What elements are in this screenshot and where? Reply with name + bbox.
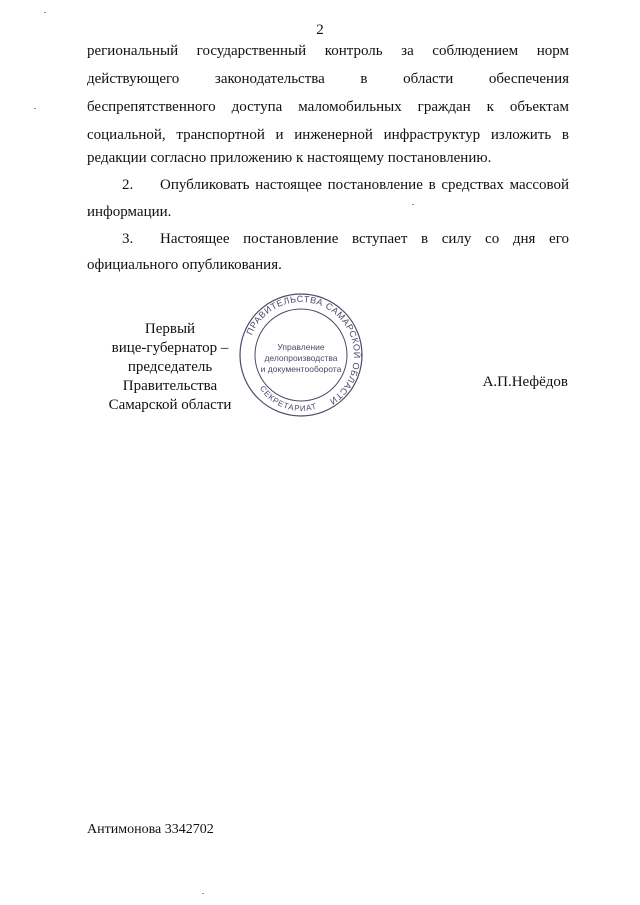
- signer-name: А.П.Нефёдов: [482, 374, 568, 390]
- page-number: 2: [316, 22, 324, 38]
- list-item-2-continuation: информации.: [87, 204, 172, 220]
- scan-speck: [34, 108, 36, 109]
- position-line: вице-губернатор –: [111, 340, 229, 356]
- seal-inner-line: делопроизводства: [264, 353, 338, 363]
- list-item-number: 2.: [122, 177, 134, 193]
- paragraph-line: социальной, транспортной и инженерной инфраструктур изложить в: [87, 127, 569, 143]
- list-item-number: 3.: [122, 231, 134, 247]
- paragraph-line: редакции согласно приложению к настоящему постановлению.: [87, 150, 492, 166]
- list-item-text: Опубликовать настоящее постановление в средствах массовой: [160, 177, 569, 193]
- scan-speck: [202, 893, 204, 894]
- scan-speck: [44, 12, 46, 13]
- scan-speck: [412, 204, 414, 205]
- signature-position: [80, 320, 260, 415]
- paragraph-line: региональный государственный контроль за соблюдением норм: [87, 43, 569, 59]
- list-item-3-continuation: официального опубликования.: [87, 257, 282, 273]
- seal-outer-text: ПРАВИТЕЛЬСТВА САМАРСКОЙ ОБЛАСТИ: [244, 293, 363, 407]
- official-seal-stamp: [238, 292, 364, 418]
- list-item-2-line: [87, 176, 569, 194]
- seal-inner-line: и документооборота: [260, 364, 342, 374]
- position-line: Первый: [144, 321, 196, 337]
- position-line: Самарской области: [108, 397, 232, 413]
- paragraph-line: беспрепятственного доступа маломобильных граждан к объектам: [87, 99, 569, 115]
- paragraph-line: действующего законодательства в области обеспечения: [87, 71, 569, 87]
- seal-inner-line: Управление: [277, 342, 325, 352]
- footer-contact: Антимонова 3342702: [87, 822, 214, 837]
- list-item-text: Настоящее постановление вступает в силу со дня его: [160, 231, 569, 247]
- seal-bottom-text: СЕКРЕТАРИАТ: [257, 384, 318, 414]
- list-item-3-line: [87, 230, 569, 248]
- position-line: председатель Правительства: [122, 359, 218, 394]
